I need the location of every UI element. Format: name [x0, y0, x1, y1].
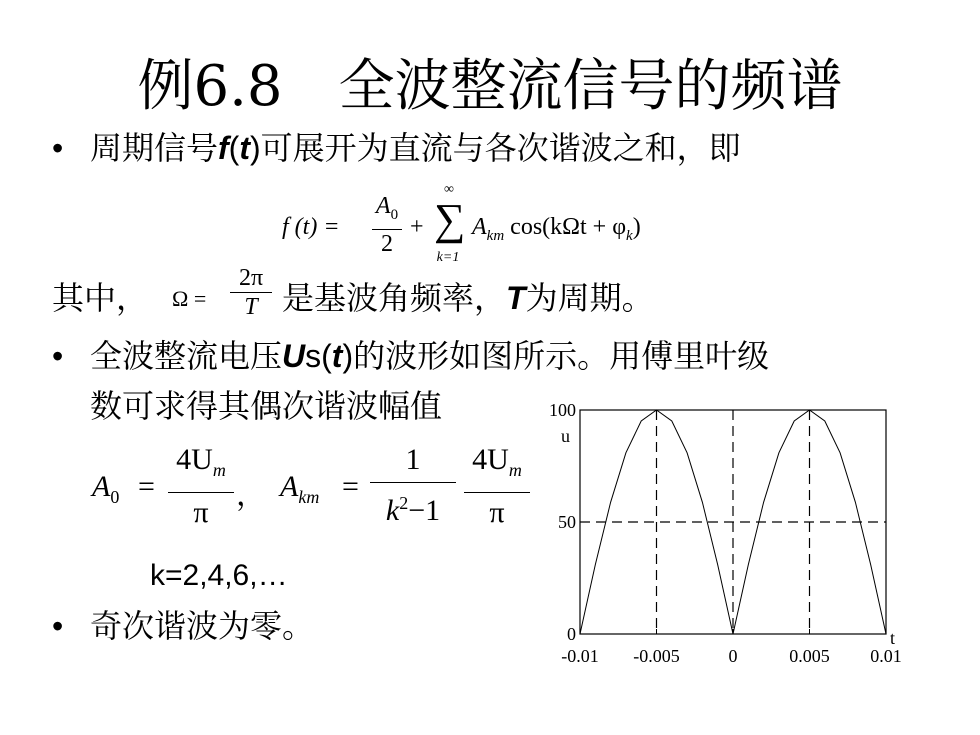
bullet-1-paren-close: ) — [249, 130, 261, 166]
y-axis-label: u — [561, 426, 570, 446]
formula1-sum: ∑ — [434, 195, 466, 244]
bullet-1-paren-open: ( — [228, 130, 240, 166]
formula2-num1: 4U — [176, 443, 213, 476]
formula2-Akm-sub: km — [298, 487, 320, 507]
where-prefix: 其中， — [52, 279, 149, 317]
formula1-term-sub2: k — [626, 227, 633, 244]
omega-den: T — [244, 294, 258, 320]
formula1-num-sub: 0 — [390, 206, 399, 223]
bullet-2-line-2: 数可求得其偶次谐波幅值 — [90, 387, 443, 425]
formula2-den2-sup: 2 — [399, 493, 409, 513]
bullet-3-dot: • — [52, 608, 64, 644]
omega-num: 2π — [238, 265, 264, 291]
x-tick-label: 0.01 — [870, 646, 902, 666]
formula2-num1-sub: m — [212, 460, 226, 480]
formula2-num2: 1 — [405, 443, 421, 476]
formula1-sum-upper: ∞ — [444, 182, 454, 197]
formula1-term-rest: cos(kΩt + φ — [510, 214, 627, 240]
formula1-term-close: ) — [632, 214, 641, 240]
y-tick-label: 100 — [549, 400, 576, 420]
bullet-2-suffix: 的波形如图所示。用傅里叶级 — [353, 337, 770, 375]
y-tick-label: 50 — [558, 512, 576, 532]
slide-title: 例6.8 全波整流信号的频谱 — [137, 54, 843, 119]
formula2-num3-sub: m — [508, 460, 522, 480]
y-tick-label: 0 — [567, 624, 576, 644]
bullet-2-dot: • — [52, 338, 64, 374]
bullet-2-t: t — [331, 338, 343, 374]
bullet-2-s: s( — [305, 338, 332, 374]
formula1-num: A — [375, 193, 391, 219]
formula1-term-A: A — [472, 214, 487, 240]
formula2-eq2: = — [342, 470, 359, 503]
formula2-num3: 4U — [472, 443, 509, 476]
formula1-den: 2 — [381, 230, 393, 257]
formula2-den2-rest: −1 — [408, 494, 441, 527]
formula1-term-sub: km — [486, 227, 505, 244]
bullet-2-prefix: 全波整流电压 — [90, 337, 283, 375]
bullet-1-suffix: 可展开为直流与各次谐波之和，即 — [260, 129, 741, 167]
formula2-den2: k — [385, 494, 400, 527]
x-tick-label: 0.005 — [789, 646, 830, 666]
formula2-A0: A — [92, 470, 111, 503]
x-tick-label: 0 — [728, 646, 738, 666]
omega-lhs: Ω = — [172, 286, 207, 311]
formula2-A0-sub: 0 — [110, 487, 120, 507]
x-axis-label: t — [890, 628, 896, 648]
bullet-2-U: U — [282, 338, 306, 374]
bullet-1-dot: • — [52, 130, 64, 166]
bullet-2-close: ) — [342, 338, 354, 374]
formula2-den1: π — [193, 496, 209, 529]
formula1-plus: + — [410, 214, 424, 240]
x-tick-label: -0.005 — [633, 646, 680, 666]
x-tick-label: -0.01 — [561, 646, 599, 666]
formula2-eq: = — [138, 470, 155, 503]
where-suffix2: 为周期。 — [525, 279, 654, 317]
formula1-sum-lower: k=1 — [436, 250, 460, 265]
formula2-comma: ， — [236, 479, 266, 512]
formula1-lhs: f (t) = — [282, 214, 340, 240]
formula2-Akm: A — [280, 470, 299, 503]
bullet-1-prefix: 周期信号 — [90, 129, 219, 167]
where-T: T — [506, 280, 526, 316]
bullet-3-text: 奇次谐波为零。 — [90, 607, 315, 645]
formula2-den3: π — [489, 496, 505, 529]
where-suffix: 是基波角频率， — [282, 279, 507, 317]
bullet-1-fn: f — [218, 130, 229, 166]
k-values: k=2,4,6,… — [150, 559, 288, 592]
bullet-1-arg: t — [239, 130, 250, 166]
